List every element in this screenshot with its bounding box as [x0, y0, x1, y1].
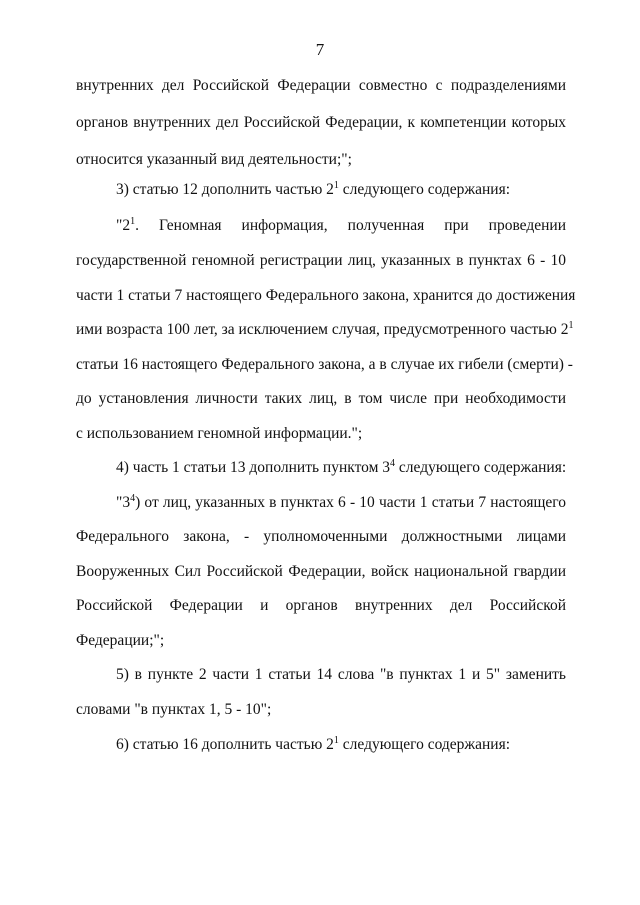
quote-1-line: государственной геномной регистрации лиц, указанных в пунктах 6 - 10	[76, 252, 566, 269]
paragraph-line: органов внутренних дел Российской Федерации, к компетенции которых	[76, 114, 566, 131]
page-number: 7	[315, 40, 325, 59]
quote-2-line: "$3^4$) от лиц, указанных в пунктах 6 - 10 части 1 статьи 7 настоящего	[116, 493, 566, 511]
quote-2-line: Федерации;";	[76, 632, 165, 649]
item-5-line: словами "в пунктах 1, 5 - 10";	[76, 701, 272, 718]
item-4-heading: 4) часть 1 статьи 13 дополнить пунктом $3^4$ следующего содержания:	[116, 458, 567, 476]
quote-1-line: до установления личности таких лиц, в том числе при необходимости	[76, 390, 566, 407]
quote-2-line: Вооруженных Сил Российской Федерации, войск национальной гвардии	[76, 563, 566, 580]
quote-1-line: с использованием геномной информации.";	[76, 425, 363, 442]
quote-1-line: статьи 16 настоящего Федерального закона, а в случае их гибели (смерти) -	[76, 356, 573, 373]
item-6-heading: 6) статью 16 дополнить частью $2^1$ следующего содержания:	[116, 735, 511, 753]
quote-1-line: "$2^1$. Геномная информация, полученная при проведении	[116, 216, 566, 234]
quote-2-line: Федерального закона, - уполномоченными должностными лицами	[76, 528, 566, 545]
paragraph-line: внутренних дел Российской Федерации совместно с подразделениями	[76, 77, 566, 94]
item-3-heading: 3) статью 12 дополнить частью $2^1$ следующего содержания:	[116, 180, 511, 198]
quote-1-line: части 1 статьи 7 настоящего Федерального закона, хранится до достижения	[76, 287, 576, 304]
quote-2-line: Российской Федерации и органов внутренних дел Российской	[76, 597, 566, 614]
paragraph-line: относится указанный вид деятельности;";	[76, 151, 352, 168]
quote-1-line: ими возраста 100 лет, за исключением случая, предусмотренного частью $2^1$	[76, 320, 574, 338]
item-5-line: 5) в пункте 2 части 1 статьи 14 слова "в пунктах 1 и 5" заменить	[116, 666, 566, 683]
